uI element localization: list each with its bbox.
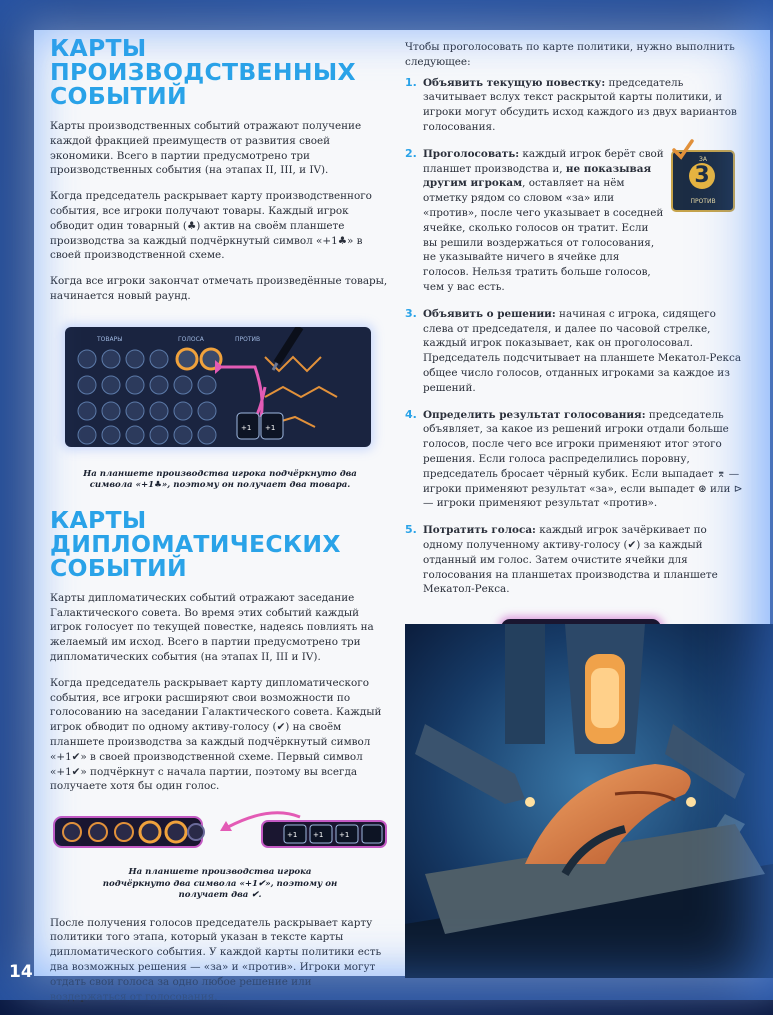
section-title-diplomatic [50, 505, 390, 582]
vote-board-figure [50, 805, 390, 857]
goods-label: ТОВАРЫ [97, 335, 123, 343]
step-title: Определить результат голосования: [423, 408, 646, 421]
step-item [405, 76, 745, 135]
chip-label: +1 [241, 423, 252, 432]
step-text: председатель зачитывает вслух текст раскрытой карты политики, и игроки могут обсудить исход каждого из двух вариантов голосования. [423, 76, 737, 133]
production-board [65, 327, 371, 447]
figure-caption: На планшете производства игрока подчёркнуто два символа «+1♣», поэтому он получает два товара. [83, 468, 357, 491]
title-line: КАРТЫ ДИПЛОМАТИЧЕСКИХ [50, 505, 341, 558]
page-number: 14 [9, 962, 33, 982]
chip-label: +1 [313, 831, 324, 840]
circled-goods [177, 349, 221, 369]
step-item [405, 523, 745, 597]
vote-against-label: ПРОТИВ [690, 198, 716, 205]
step-number: 1. [405, 75, 417, 89]
step-emphasis: не показывая другим игрокам [423, 162, 652, 190]
section-title-production [50, 36, 390, 108]
production-board-figure [65, 315, 390, 459]
against-label: ПРОТИВ [235, 335, 261, 343]
step-number: 3. [405, 306, 417, 320]
chip-label: +1 [265, 423, 276, 432]
title-line: КАРТЫ ПРОИЗВОДСТВЕННЫХ [50, 34, 356, 86]
step-title: Потратить голоса: [423, 524, 536, 537]
step-number: 5. [405, 523, 417, 537]
step-text: каждый игрок зачёркивает по одному полученному активу-голосу (✔) за каждый отданный им голос. Затем очистите ячейки для голосования на планшетах производства и планшете Мекатол-Рекса. [423, 524, 718, 596]
paragraph: Когда все игроки закончат отмечать произведённые товары, начинается новый раунд. [50, 275, 388, 302]
step-text: , оставляет на нём отметку рядом со словом «за» или «против», после чего указывает в соседней ячейке, сколько голосов он тратит. Если вы решили воздержаться от голосования, не указывайте ничего в ячейке для голосов. Нельзя тратить больше голосов, чем у вас есть. [423, 177, 664, 293]
paragraph: Карты дипломатических событий отражают заседание Галактического совета. Во время этих событий каждый игрок голосует по текущей повестке, надеясь повлиять на желаемый им исход. Всего в партии предусмотрено три дипломатических события (на этапах II, III и IV). [50, 591, 374, 663]
chip-label: +1 [287, 831, 298, 840]
step-title: Объявить текущую повестку: [423, 76, 606, 89]
step-number: 2. [405, 146, 417, 160]
step-text: председатель объявляет, за какое из решений игроки отдали больше голосов, после чего все игроки применяют итог этого решения. Если голоса распределились поровну, председатель бросает чёрный кубик. Если выпадает ⌆ — игроки применяют результат «за», если выпадет ⊛ или ⊳ — игроки применяют результат «против». [423, 408, 743, 510]
step-text: начиная с игрока, сидящего слева от председателя, и далее по часовой стрелке, каждый игрок показывает, как он проголосовал. Председатель подсчитывает на планшете Мекатол-Рекса общее число голосов, отданных игроками за каждое из решений. [423, 307, 742, 394]
step-text: каждый игрок берёт свой планшет производства и, [423, 147, 664, 175]
step-number: 4. [405, 407, 417, 421]
checkmark-icon [672, 138, 694, 160]
chip-label: +1 [339, 831, 350, 840]
vote-count: 3 [689, 163, 715, 189]
factory-robot-arms-image [405, 624, 773, 978]
step-item [405, 307, 745, 396]
left-column [50, 36, 390, 1015]
step-title: Объявить о решении: [423, 307, 556, 320]
production-board-graphic [65, 327, 371, 447]
step-title: Проголосовать: [423, 147, 520, 160]
paragraph: Чтобы проголосовать по карте политики, нужно выполнить следующее: [405, 41, 735, 68]
paragraph: Карты производственных событий отражают получение каждой фракцией преимуществ от развития своей экономики. Всего в партии предусмотрено три производственных события (на этапах II, III, и IV). [50, 120, 362, 177]
pen-icon [277, 327, 300, 363]
paragraph: Когда председатель раскрывает карту дипломатического события, все игроки расширяют свои возможности по голосованию на заседании Галактического совета. Каждый игрок обводит по одному активу-голосу (✔) на своём планшете производства за каждый подчёркнутый символ «+1✔» в своей производственной схеме. Первый символ «+1✔» подчёркнут с начала партии, поэтому вы всегда получаете хотя бы один голос. [50, 676, 382, 793]
factory-illustration [405, 624, 773, 978]
step-item [405, 408, 745, 512]
vote-board-graphic [50, 805, 390, 857]
votes-label: ГОЛОСА [178, 335, 204, 343]
title-line: СОБЫТИЙ [50, 553, 187, 582]
paragraph: Когда председатель раскрывает карту производственного события, все игроки получают товары. Каждый игрок обводит один товарный (♣) актив на своём планшете производства за каждый подчёркнутый символ «+1♣» в своей производственной схеме. [50, 190, 372, 262]
title-line: СОБЫТИЙ [50, 82, 187, 110]
figure-caption: На планшете производства игрока подчёркнуто два символа «+1✔», поэтому он получает два ✔. [102, 867, 338, 901]
paragraph: После получения голосов председатель раскрывает карту политики того этапа, который указан в тексте карты дипломатического события. У каждой карты политики есть два возможных решения — «за» и «против». Игроки могут отдать свои голоса за одно любое решение или воздержаться от голосования. [50, 916, 382, 1003]
vote-for-label: ЗА [699, 156, 707, 163]
